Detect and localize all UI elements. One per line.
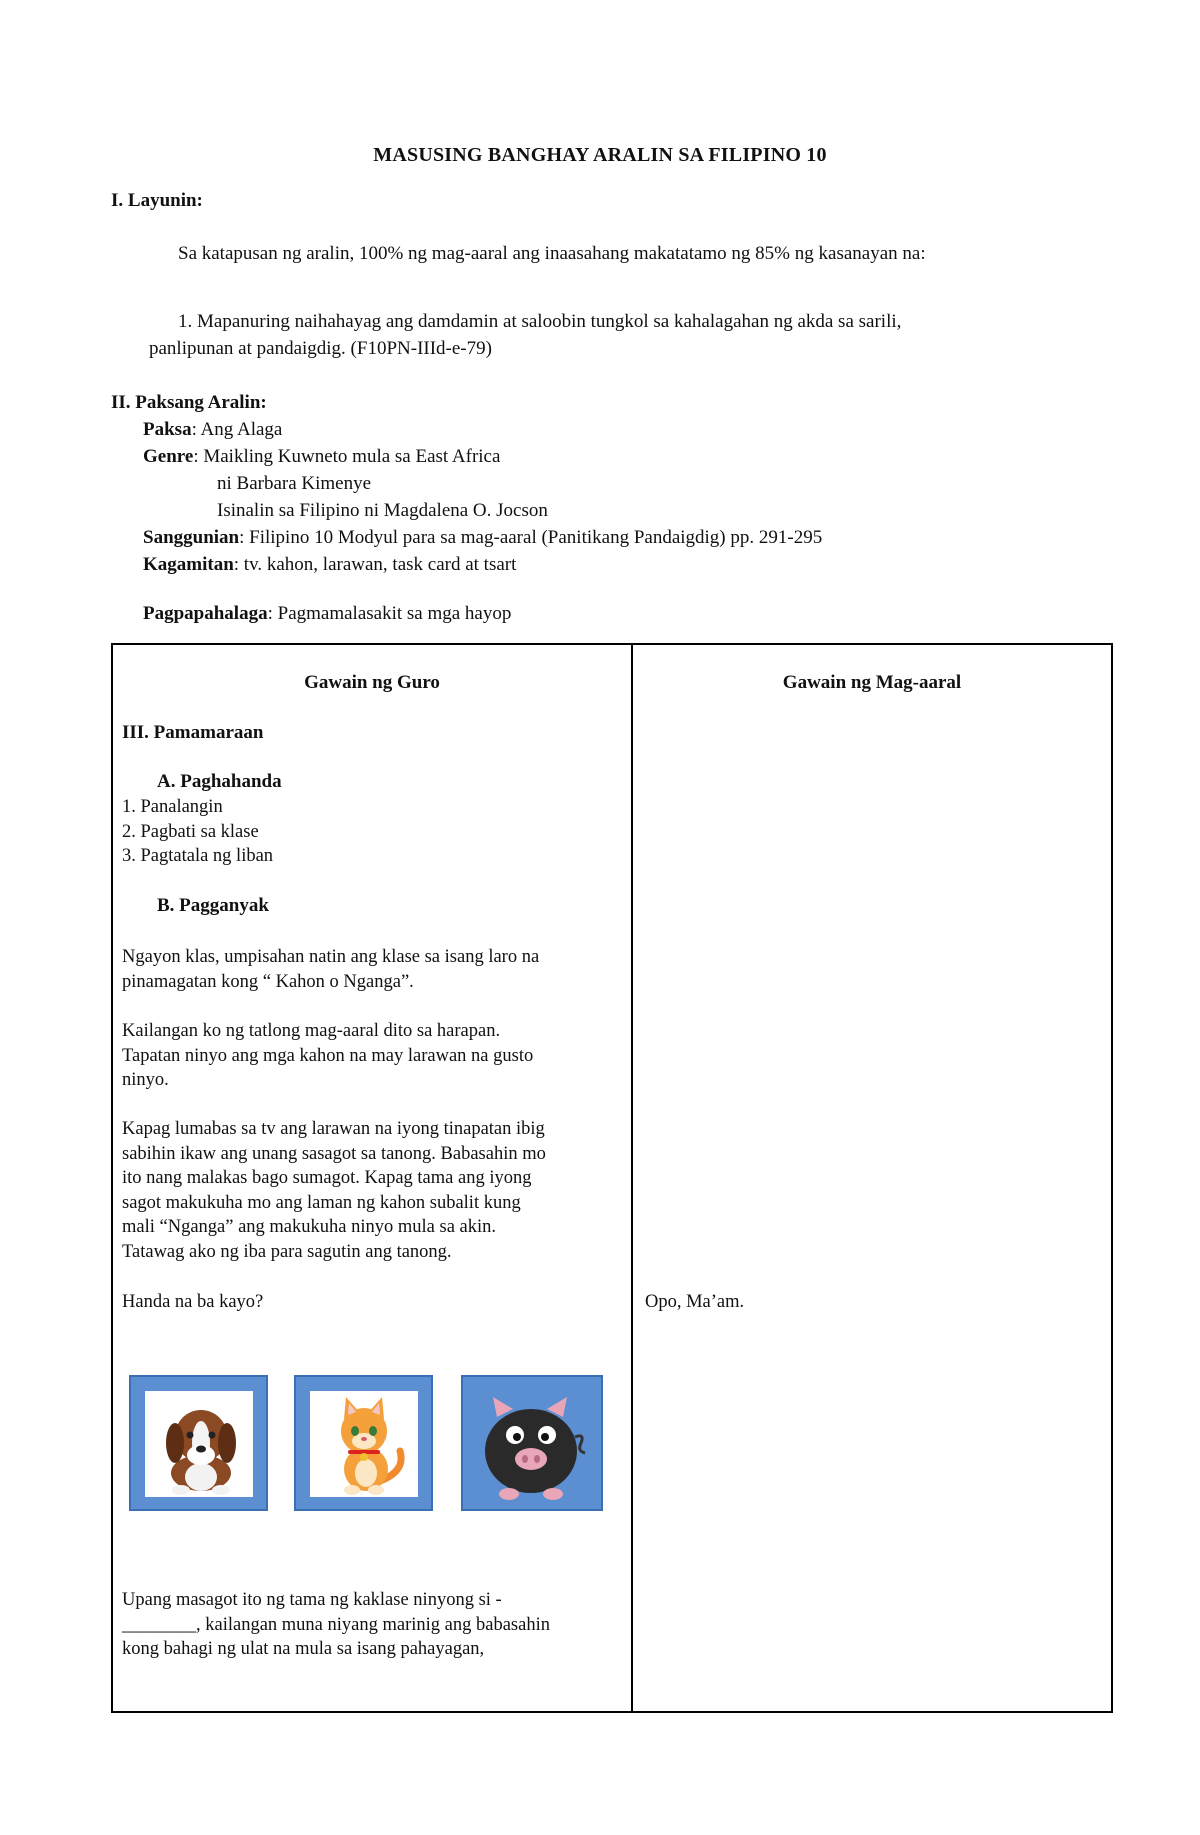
student-answer: Opo, Ma’am. xyxy=(645,1292,745,1312)
paragraph-laro xyxy=(122,945,539,994)
genre-translator: Isinalin sa Filipino ni Magdalena O. Jocson xyxy=(217,500,548,521)
text-line: sagot makukuha mo ang laman ng kahon subalit kung xyxy=(122,1192,521,1213)
objective-line-2: panlipunan at pandaigdig. (F10PN-IIId-e-79) xyxy=(149,338,492,359)
text-line: ito nang malakas bago sumagot. Kapag tama ang iyong xyxy=(122,1168,532,1188)
dog-picture xyxy=(129,1375,268,1511)
list-item: 3. Pagtatala ng liban xyxy=(122,846,274,866)
text-line: Kapag lumabas sa tv ang larawan na iyong tinapatan ibig xyxy=(122,1119,545,1139)
list-item: 1. Panalangin xyxy=(122,797,223,817)
paragraph-upang xyxy=(122,1588,550,1662)
pig-picture xyxy=(461,1375,603,1511)
text-line: mali “Nganga” ang makukuha ninyo mula sa akin. xyxy=(122,1217,497,1237)
text-line: sabihin ikaw ang unang sasagot sa tanong. Babasahin mo xyxy=(122,1143,546,1164)
cat-icon xyxy=(310,1391,418,1497)
paghahanda-list xyxy=(122,795,273,869)
kagamitan-line: Kagamitan: tv. kahon, larawan, task card at tsart xyxy=(143,554,517,575)
genre-author: ni Barbara Kimenye xyxy=(217,473,372,494)
paragraph-kapag xyxy=(122,1117,546,1264)
question-text: Handa na ba kayo? xyxy=(122,1292,264,1312)
paksang-aralin-heading: II. Paksang Aralin: xyxy=(111,392,267,413)
list-item: 2. Pagbati sa klase xyxy=(122,821,259,842)
teacher-column-header: Gawain ng Guro xyxy=(304,672,440,693)
document-title: MASUSING BANGHAY ARALIN SA FILIPINO 10 xyxy=(373,144,827,166)
text-line: Tapatan ninyo ang mga kahon na may larawan na gusto xyxy=(122,1045,534,1066)
paghahanda-heading: A. Paghahanda xyxy=(157,771,282,792)
layunin-intro: Sa katapusan ng aralin, 100% ng mag-aaral ang inaasahang makatatamo ng 85% ng kasanayan na: xyxy=(178,243,926,264)
pagganyak-heading: B. Pagganyak xyxy=(157,895,269,916)
text-line: Kailangan ko ng tatlong mag-aaral dito sa harapan. xyxy=(122,1021,501,1041)
dog-icon xyxy=(145,1391,253,1497)
pig-icon xyxy=(463,1377,603,1511)
text-line: Tatawag ako ng iba para sagutin ang tanong. xyxy=(122,1241,452,1262)
cat-picture xyxy=(294,1375,433,1511)
genre-line: Genre: Maikling Kuwneto mula sa East Africa xyxy=(143,446,501,467)
text-line: Upang masagot ito ng tama ng kaklase ninyong si - xyxy=(122,1590,502,1610)
text-line: ________, kailangan muna niyang marinig ang babasahin xyxy=(122,1614,550,1635)
table-column-divider xyxy=(631,643,633,1713)
paragraph-kailangan xyxy=(122,1019,533,1093)
text-line: Ngayon klas, umpisahan natin ang klase sa isang laro na xyxy=(122,947,540,967)
layunin-heading: I. Layunin: xyxy=(111,190,203,211)
paksa-line: Paksa: Ang Alaga xyxy=(143,419,283,440)
objective-line-1: 1. Mapanuring naihahayag ang damdamin at saloobin tungkol sa kahalagahan ng akda sa sarili, xyxy=(178,311,902,332)
text-line: ninyo. xyxy=(122,1070,169,1090)
text-line: kong bahagi ng ulat na mula sa isang pahayagan, xyxy=(122,1639,485,1659)
student-column-header: Gawain ng Mag-aaral xyxy=(782,672,962,693)
sanggunian-line: Sanggunian: Filipino 10 Modyul para sa mag-aaral (Panitikang Pandaigdig) pp. 291-295 xyxy=(143,527,823,548)
text-line: pinamagatan kong “ Kahon o Nganga”. xyxy=(122,971,414,992)
pagpapahalaga-line: Pagpapahalaga: Pagmamalasakit sa mga hayop xyxy=(143,603,512,624)
pamamaraan-heading: III. Pamamaraan xyxy=(122,722,264,743)
